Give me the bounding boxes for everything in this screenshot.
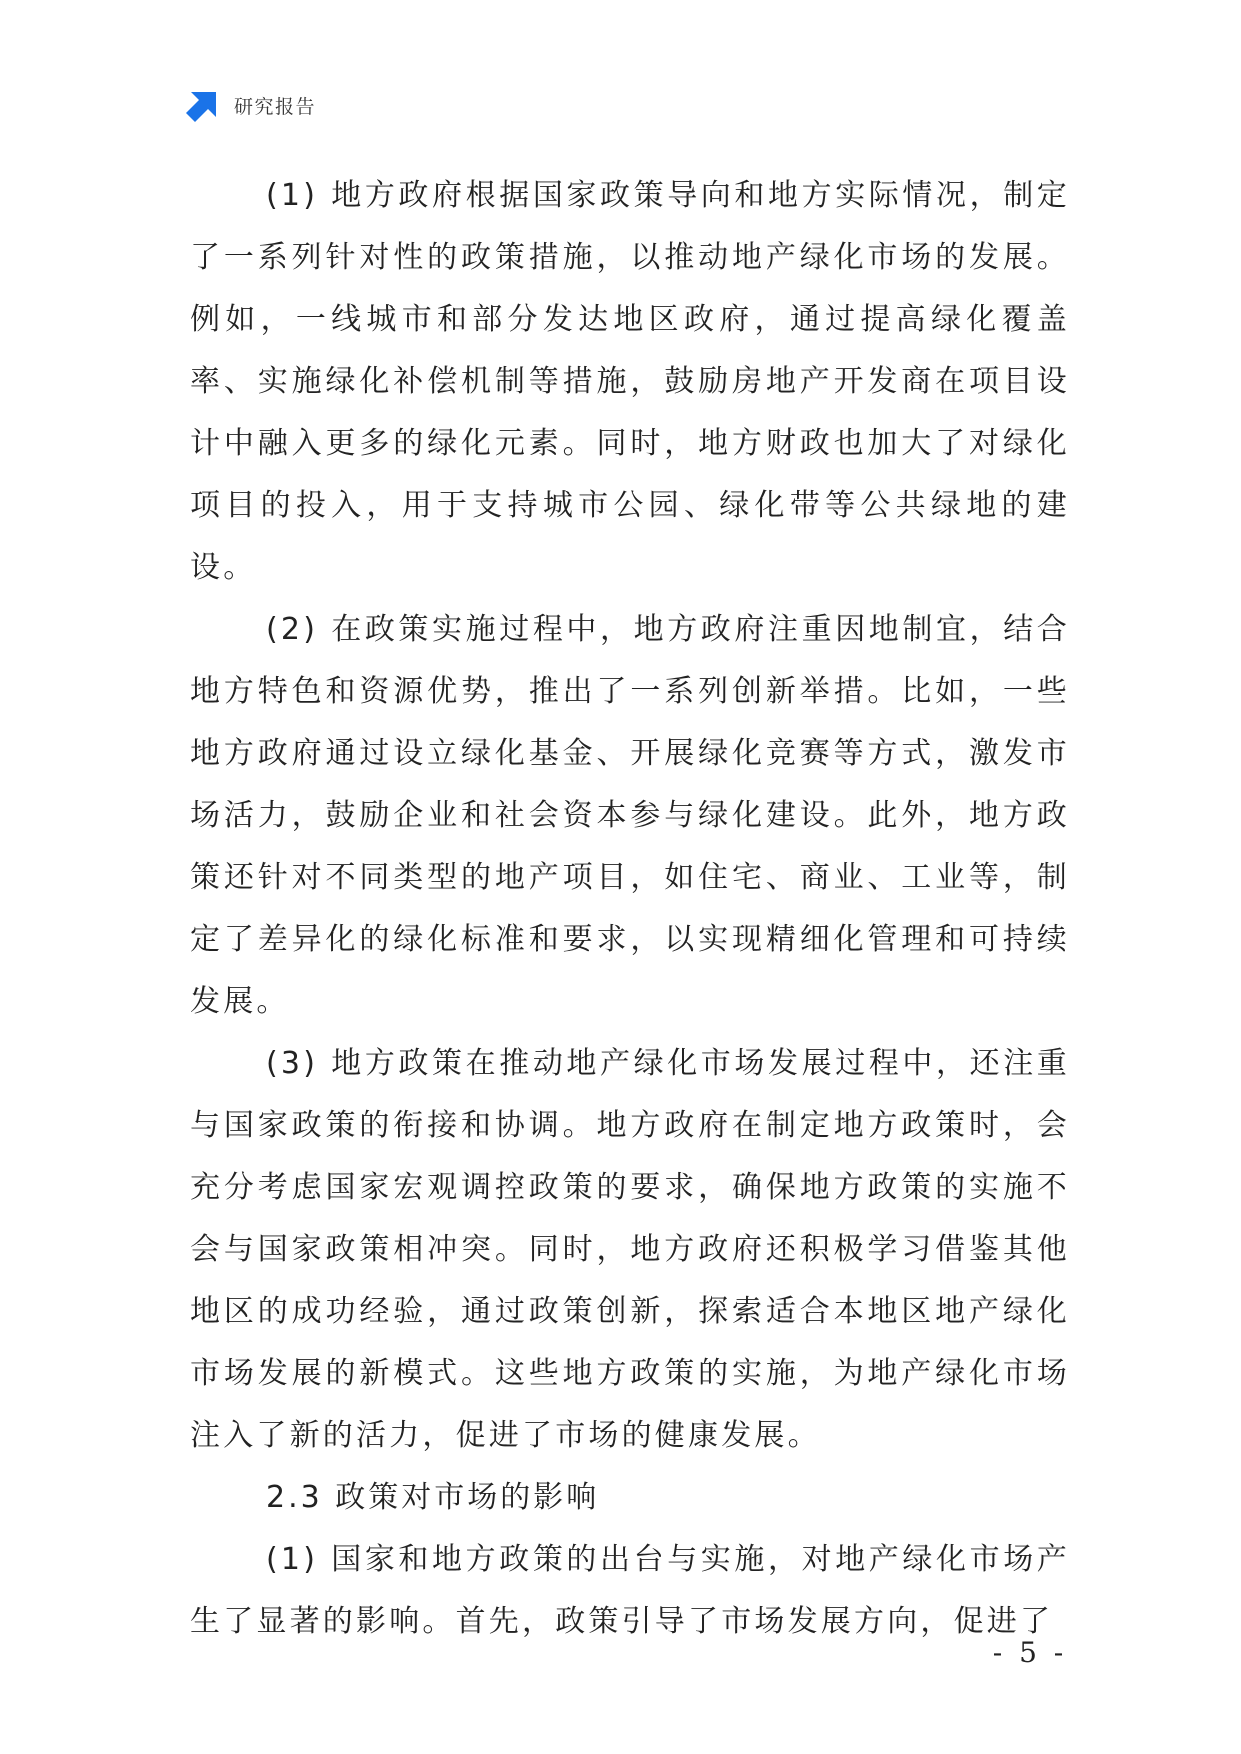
paragraph-1: (1) 地方政府根据国家政策导向和地方实际情况，制定了一系列针对性的政策措施，以推动地产绿化市场的发展。例如，一线城市和部分发达地区政府，通过提高绿化覆盖率、实施绿化补偿机制等措施，鼓励房地产开发商在项目设计中融入更多的绿化元素。同时，地方财政也加大了对绿化项目的投入，用于支持城市公园、绿化带等公共绿地的建设。 — [190, 178, 1070, 585]
paragraph-2: (2) 在政策实施过程中，地方政府注重因地制宜，结合地方特色和资源优势，推出了一系列创新举措。比如，一些地方政府通过设立绿化基金、开展绿化竞赛等方式，激发市场活力，鼓励企业和社会资本参与绿化建设。此外，地方政策还针对不同类型的地产项目，如住宅、商业、工业等，制定了差异化的绿化标准和要求，以实现精细化管理和可持续发展。 — [190, 612, 1070, 1019]
arrow-up-right-icon — [186, 88, 220, 122]
paragraph-3: (3) 地方政策在推动地产绿化市场发展过程中，还注重与国家政策的衔接和协调。地方政府在制定地方政策时，会充分考虑国家宏观调控政策的要求，确保地方政策的实施不会与国家政策相冲突。同时，地方政府还积极学习借鉴其他地区的成功经验，通过政策创新，探索适合本地区地产绿化市场发展的新模式。这些地方政策的实施，为地产绿化市场注入了新的活力，促进了市场的健康发展。 — [190, 1046, 1070, 1453]
page-header — [186, 88, 316, 122]
paragraph-4: (1) 国家和地方政策的出台与实施，对地产绿化市场产生了显著的影响。首先，政策引导了市场发展方向，促进了 — [190, 1542, 1070, 1639]
page-number: - 5 - — [992, 1636, 1068, 1669]
document-body — [190, 165, 1070, 1653]
header-title: 研究报告 — [234, 95, 317, 118]
section-heading: 2.3 政策对市场的影响 — [266, 1480, 600, 1515]
